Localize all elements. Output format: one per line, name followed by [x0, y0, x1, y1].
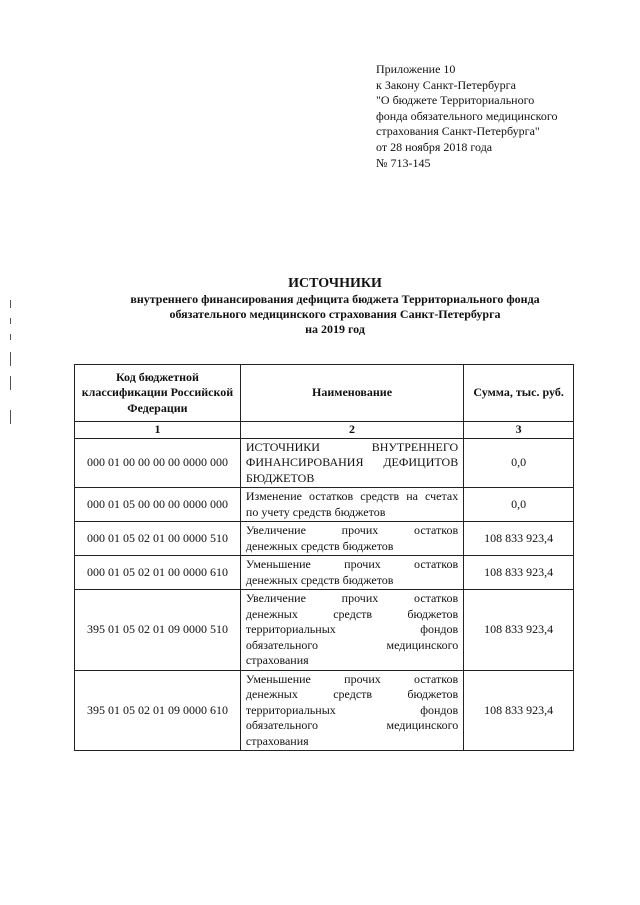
- row-sum: 108 833 923,4: [464, 522, 574, 556]
- title-line: обязательного медицинского страхования Санкт-Петербурга: [169, 307, 501, 321]
- appendix-line: фонда обязательного медицинского: [376, 108, 558, 123]
- row-code: 000 01 05 02 01 00 0000 510: [75, 522, 241, 556]
- row-name-line: Уменьшение прочих остатков: [245, 557, 459, 571]
- appendix-line: Приложение 10: [376, 62, 456, 76]
- row-name-line: обязательного медицинского: [245, 718, 459, 732]
- row-name-line: денежных средств бюджетов: [245, 606, 459, 621]
- table-row: [75, 438, 574, 488]
- appendix-line: от 28 ноября 2018 года: [376, 139, 493, 154]
- table-body: [75, 438, 574, 751]
- row-code: 000 01 00 00 00 00 0000 000: [75, 438, 241, 488]
- row-name-line: ФИНАНСИРОВАНИЯ ДЕФИЦИТОВ: [245, 455, 459, 469]
- appendix-line: "О бюджете Территориального: [376, 93, 535, 108]
- row-name-line: страхования: [245, 653, 309, 667]
- row-name-line: по учету средств бюджетов: [245, 504, 386, 519]
- header-sum: Сумма, тыс. руб.: [464, 365, 574, 422]
- row-name-line: страхования: [245, 733, 309, 748]
- row-name-line: Увеличение прочих остатков: [245, 523, 459, 537]
- title-line: внутреннего финансирования дефицита бюджета Территориального фонда: [130, 292, 540, 306]
- row-name: [240, 556, 463, 590]
- row-sum: 108 833 923,4: [464, 670, 574, 751]
- row-name-line: Уменьшение прочих остатков: [245, 671, 459, 686]
- column-number: 1: [75, 422, 241, 439]
- header-name: Наименование: [240, 365, 463, 422]
- row-name-line: денежных средств бюджетов: [245, 687, 459, 701]
- row-name: [240, 438, 463, 488]
- row-name-line: территориальных фондов: [245, 622, 459, 636]
- table-row: [75, 556, 574, 590]
- appendix-line: № 713-145: [376, 155, 431, 170]
- table-row: [75, 590, 574, 671]
- title-line: на 2019 год: [305, 322, 365, 336]
- row-code: 000 01 05 00 00 00 0000 000: [75, 488, 241, 522]
- appendix-line: к Закону Санкт-Петербурга: [376, 77, 516, 92]
- title-main: ИСТОЧНИКИ: [288, 276, 382, 291]
- row-name-line: обязательного медицинского: [245, 637, 459, 652]
- row-name-line: Изменение остатков средств на счетах: [245, 489, 459, 503]
- row-name: [240, 670, 463, 751]
- column-number: 2: [240, 422, 463, 439]
- row-sum: 0,0: [464, 488, 574, 522]
- header-code: Код бюджетной классификации Российской Федерации: [75, 365, 241, 422]
- table-row: [75, 522, 574, 556]
- row-name: [240, 522, 463, 556]
- sources-table: [74, 364, 574, 751]
- row-name-line: денежных средств бюджетов: [245, 538, 394, 553]
- row-name-line: Увеличение прочих остатков: [245, 591, 459, 605]
- table-row: [75, 488, 574, 522]
- row-name-line: денежных средств бюджетов: [245, 572, 394, 587]
- row-code: 000 01 05 02 01 00 0000 610: [75, 556, 241, 590]
- row-name-line: ИСТОЧНИКИ ВНУТРЕННЕГО: [245, 439, 459, 454]
- row-sum: 0,0: [464, 438, 574, 488]
- row-name-line: БЮДЖЕТОВ: [245, 470, 315, 485]
- row-name: [240, 488, 463, 522]
- appendix-note: [376, 62, 558, 171]
- row-code: 395 01 05 02 01 09 0000 610: [75, 670, 241, 751]
- table-row: [75, 670, 574, 751]
- row-sum: 108 833 923,4: [464, 590, 574, 671]
- row-name: [240, 590, 463, 671]
- row-code: 395 01 05 02 01 09 0000 510: [75, 590, 241, 671]
- binding-marks: [10, 300, 12, 430]
- document-title: [90, 276, 580, 337]
- row-name-line: территориальных фондов: [245, 702, 459, 717]
- column-number: 3: [464, 422, 574, 439]
- row-sum: 108 833 923,4: [464, 556, 574, 590]
- appendix-line: страхования Санкт-Петербурга": [376, 124, 540, 139]
